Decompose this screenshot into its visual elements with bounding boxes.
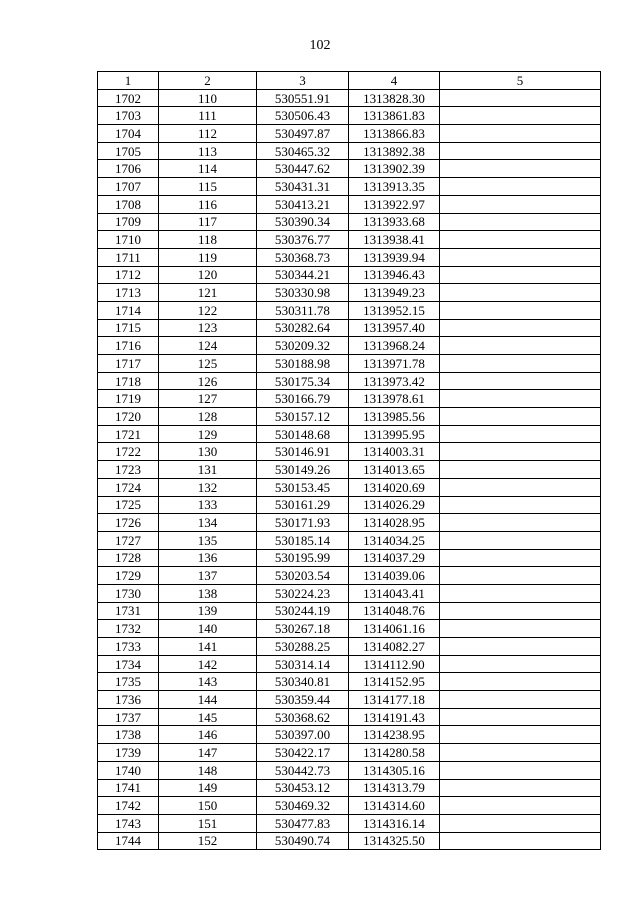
table-cell-col-4: 1314020.69 xyxy=(349,478,440,496)
table-cell-col-1: 1702 xyxy=(98,89,159,107)
table-cell-col-4: 1314061.16 xyxy=(349,620,440,638)
table-row xyxy=(98,425,601,443)
page-number: 102 xyxy=(309,38,331,53)
table-cell-col-4: 1313973.42 xyxy=(349,372,440,390)
table-cell-col-4: 1313985.56 xyxy=(349,408,440,426)
table-row xyxy=(98,355,601,373)
table-cell-col-4: 1314082.27 xyxy=(349,638,440,656)
table-cell-col-3: 530368.73 xyxy=(257,248,349,266)
table-cell-col-3: 530157.12 xyxy=(257,408,349,426)
table-cell-col-1: 1708 xyxy=(98,195,159,213)
table-cell-col-3: 530244.19 xyxy=(257,602,349,620)
table-cell-col-1: 1731 xyxy=(98,602,159,620)
table-cell-col-4: 1313861.83 xyxy=(349,107,440,125)
table-row xyxy=(98,319,601,337)
table-cell-col-3: 530149.26 xyxy=(257,461,349,479)
table-row xyxy=(98,779,601,797)
table-cell-col-4: 1313866.83 xyxy=(349,125,440,143)
table-cell-col-1: 1737 xyxy=(98,708,159,726)
table-cell-col-1: 1742 xyxy=(98,797,159,815)
table-cell-col-3: 530442.73 xyxy=(257,761,349,779)
table-cell-col-1: 1727 xyxy=(98,531,159,549)
table-cell-col-2: 152 xyxy=(159,832,257,850)
table-cell-col-3: 530497.87 xyxy=(257,125,349,143)
table-cell-col-1: 1726 xyxy=(98,514,159,532)
table-cell-col-1: 1723 xyxy=(98,461,159,479)
table-cell-col-4: 1313939.94 xyxy=(349,248,440,266)
table-cell-col-3: 530288.25 xyxy=(257,638,349,656)
table-cell-col-3: 530153.45 xyxy=(257,478,349,496)
table-cell-col-5 xyxy=(440,691,601,709)
table-cell-col-3: 530551.91 xyxy=(257,89,349,107)
table-cell-col-3: 530224.23 xyxy=(257,584,349,602)
table-cell-col-4: 1313949.23 xyxy=(349,284,440,302)
table-cell-col-2: 137 xyxy=(159,567,257,585)
table-cell-col-1: 1743 xyxy=(98,814,159,832)
table-cell-col-3: 530344.21 xyxy=(257,266,349,284)
table-cell-col-4: 1314112.90 xyxy=(349,655,440,673)
column-header-5: 5 xyxy=(440,72,601,90)
table-cell-col-2: 119 xyxy=(159,248,257,266)
table-cell-col-1: 1703 xyxy=(98,107,159,125)
table-cell-col-4: 1313892.38 xyxy=(349,142,440,160)
table-cell-col-4: 1313828.30 xyxy=(349,89,440,107)
table-cell-col-3: 530490.74 xyxy=(257,832,349,850)
table-row xyxy=(98,231,601,249)
table-cell-col-3: 530166.79 xyxy=(257,390,349,408)
table-row xyxy=(98,832,601,850)
table-cell-col-5 xyxy=(440,337,601,355)
table-cell-col-4: 1313957.40 xyxy=(349,319,440,337)
table-cell-col-5 xyxy=(440,355,601,373)
table-cell-col-4: 1313995.95 xyxy=(349,425,440,443)
table-cell-col-4: 1313952.15 xyxy=(349,301,440,319)
table-cell-col-5 xyxy=(440,266,601,284)
table-row xyxy=(98,178,601,196)
table-cell-col-2: 114 xyxy=(159,160,257,178)
table-cell-col-5 xyxy=(440,726,601,744)
column-header-3: 3 xyxy=(257,72,349,90)
table-cell-col-5 xyxy=(440,213,601,231)
table-cell-col-4: 1314043.41 xyxy=(349,584,440,602)
column-header-1: 1 xyxy=(98,72,159,90)
table-cell-col-2: 122 xyxy=(159,301,257,319)
table-row xyxy=(98,266,601,284)
table-cell-col-3: 530195.99 xyxy=(257,549,349,567)
table-cell-col-4: 1314191.43 xyxy=(349,708,440,726)
table-cell-col-2: 131 xyxy=(159,461,257,479)
table-cell-col-4: 1314238.95 xyxy=(349,726,440,744)
table-cell-col-5 xyxy=(440,779,601,797)
table-cell-col-5 xyxy=(440,89,601,107)
table-cell-col-2: 128 xyxy=(159,408,257,426)
table-cell-col-2: 136 xyxy=(159,549,257,567)
table-cell-col-5 xyxy=(440,372,601,390)
table-cell-col-4: 1313971.78 xyxy=(349,355,440,373)
table-row xyxy=(98,726,601,744)
table-row xyxy=(98,107,601,125)
table-cell-col-3: 530431.31 xyxy=(257,178,349,196)
table-cell-col-2: 149 xyxy=(159,779,257,797)
table-cell-col-3: 530477.83 xyxy=(257,814,349,832)
table-cell-col-5 xyxy=(440,195,601,213)
table-cell-col-4: 1314316.14 xyxy=(349,814,440,832)
table-cell-col-2: 118 xyxy=(159,231,257,249)
table-cell-col-3: 530282.64 xyxy=(257,319,349,337)
table-cell-col-2: 135 xyxy=(159,531,257,549)
table-cell-col-3: 530359.44 xyxy=(257,691,349,709)
table-cell-col-5 xyxy=(440,708,601,726)
table-row xyxy=(98,284,601,302)
table-cell-col-4: 1314280.58 xyxy=(349,744,440,762)
table-cell-col-1: 1704 xyxy=(98,125,159,143)
table-cell-col-1: 1740 xyxy=(98,761,159,779)
table-cell-col-2: 126 xyxy=(159,372,257,390)
table-cell-col-2: 111 xyxy=(159,107,257,125)
table-row xyxy=(98,691,601,709)
table-row xyxy=(98,673,601,691)
table-cell-col-3: 530422.17 xyxy=(257,744,349,762)
table-row xyxy=(98,301,601,319)
column-header-2: 2 xyxy=(159,72,257,90)
table-row xyxy=(98,584,601,602)
table-cell-col-5 xyxy=(440,549,601,567)
table-cell-col-5 xyxy=(440,443,601,461)
table-cell-col-5 xyxy=(440,496,601,514)
table-cell-col-2: 127 xyxy=(159,390,257,408)
table-row xyxy=(98,567,601,585)
table-row xyxy=(98,478,601,496)
table-cell-col-1: 1734 xyxy=(98,655,159,673)
table-cell-col-1: 1717 xyxy=(98,355,159,373)
table-cell-col-5 xyxy=(440,761,601,779)
table-cell-col-1: 1718 xyxy=(98,372,159,390)
table-cell-col-3: 530161.29 xyxy=(257,496,349,514)
table-cell-col-4: 1314026.29 xyxy=(349,496,440,514)
table-cell-col-2: 133 xyxy=(159,496,257,514)
table-row xyxy=(98,761,601,779)
table-cell-col-1: 1744 xyxy=(98,832,159,850)
table-cell-col-4: 1313933.68 xyxy=(349,213,440,231)
table-cell-col-2: 121 xyxy=(159,284,257,302)
table-cell-col-1: 1724 xyxy=(98,478,159,496)
table-cell-col-2: 120 xyxy=(159,266,257,284)
table-row xyxy=(98,372,601,390)
table-cell-col-4: 1314325.50 xyxy=(349,832,440,850)
table-row xyxy=(98,531,601,549)
table-cell-col-1: 1729 xyxy=(98,567,159,585)
table-cell-col-5 xyxy=(440,142,601,160)
table-row xyxy=(98,602,601,620)
table-cell-col-3: 530175.34 xyxy=(257,372,349,390)
table-cell-col-4: 1314177.18 xyxy=(349,691,440,709)
table-cell-col-3: 530267.18 xyxy=(257,620,349,638)
table-cell-col-4: 1314048.76 xyxy=(349,602,440,620)
table-cell-col-5 xyxy=(440,602,601,620)
table-cell-col-1: 1716 xyxy=(98,337,159,355)
table-cell-col-2: 141 xyxy=(159,638,257,656)
table-cell-col-4: 1313938.41 xyxy=(349,231,440,249)
table-cell-col-1: 1712 xyxy=(98,266,159,284)
table-row xyxy=(98,708,601,726)
table-cell-col-1: 1719 xyxy=(98,390,159,408)
table-cell-col-5 xyxy=(440,531,601,549)
table-cell-col-5 xyxy=(440,390,601,408)
table-cell-col-2: 125 xyxy=(159,355,257,373)
table-cell-col-2: 123 xyxy=(159,319,257,337)
table-cell-col-4: 1314028.95 xyxy=(349,514,440,532)
table-cell-col-4: 1313968.24 xyxy=(349,337,440,355)
table-row xyxy=(98,248,601,266)
table-cell-col-1: 1713 xyxy=(98,284,159,302)
table-row xyxy=(98,461,601,479)
table-cell-col-2: 113 xyxy=(159,142,257,160)
table-cell-col-1: 1736 xyxy=(98,691,159,709)
table-row xyxy=(98,496,601,514)
table-cell-col-2: 143 xyxy=(159,673,257,691)
table-cell-col-1: 1706 xyxy=(98,160,159,178)
table-cell-col-4: 1314003.31 xyxy=(349,443,440,461)
table-cell-col-2: 138 xyxy=(159,584,257,602)
table-cell-col-4: 1313922.97 xyxy=(349,195,440,213)
table-cell-col-1: 1714 xyxy=(98,301,159,319)
table-cell-col-1: 1732 xyxy=(98,620,159,638)
table-cell-col-3: 530330.98 xyxy=(257,284,349,302)
table-cell-col-3: 530311.78 xyxy=(257,301,349,319)
table-cell-col-1: 1720 xyxy=(98,408,159,426)
table-row xyxy=(98,408,601,426)
table-cell-col-5 xyxy=(440,301,601,319)
table-cell-col-3: 530465.32 xyxy=(257,142,349,160)
table-cell-col-1: 1738 xyxy=(98,726,159,744)
table-cell-col-2: 124 xyxy=(159,337,257,355)
table-cell-col-3: 530171.93 xyxy=(257,514,349,532)
table-cell-col-3: 530146.91 xyxy=(257,443,349,461)
table-cell-col-3: 530413.21 xyxy=(257,195,349,213)
table-cell-col-5 xyxy=(440,248,601,266)
table-cell-col-4: 1313978.61 xyxy=(349,390,440,408)
table-cell-col-5 xyxy=(440,744,601,762)
table-cell-col-2: 117 xyxy=(159,213,257,231)
table-row xyxy=(98,655,601,673)
table-cell-col-1: 1722 xyxy=(98,443,159,461)
table-cell-col-5 xyxy=(440,655,601,673)
table-cell-col-1: 1715 xyxy=(98,319,159,337)
table-cell-col-2: 134 xyxy=(159,514,257,532)
table-cell-col-1: 1710 xyxy=(98,231,159,249)
table-cell-col-4: 1314039.06 xyxy=(349,567,440,585)
table-cell-col-4: 1314034.25 xyxy=(349,531,440,549)
table-cell-col-3: 530376.77 xyxy=(257,231,349,249)
coordinates-table xyxy=(97,71,601,850)
table-row xyxy=(98,744,601,762)
table-cell-col-5 xyxy=(440,620,601,638)
table-row xyxy=(98,514,601,532)
table-body xyxy=(98,89,601,850)
table-cell-col-2: 129 xyxy=(159,425,257,443)
table-cell-col-5 xyxy=(440,832,601,850)
table-cell-col-2: 112 xyxy=(159,125,257,143)
table-cell-col-3: 530188.98 xyxy=(257,355,349,373)
table-row xyxy=(98,638,601,656)
table-row xyxy=(98,814,601,832)
table-cell-col-1: 1721 xyxy=(98,425,159,443)
table-cell-col-4: 1314152.95 xyxy=(349,673,440,691)
table-cell-col-3: 530453.12 xyxy=(257,779,349,797)
table-cell-col-3: 530447.62 xyxy=(257,160,349,178)
table-cell-col-2: 139 xyxy=(159,602,257,620)
table-row xyxy=(98,142,601,160)
table-cell-col-3: 530185.14 xyxy=(257,531,349,549)
table-cell-col-1: 1711 xyxy=(98,248,159,266)
table-cell-col-5 xyxy=(440,478,601,496)
table-cell-col-1: 1733 xyxy=(98,638,159,656)
table-cell-col-1: 1735 xyxy=(98,673,159,691)
table-cell-col-2: 116 xyxy=(159,195,257,213)
table-row xyxy=(98,549,601,567)
table-cell-col-5 xyxy=(440,514,601,532)
table-cell-col-5 xyxy=(440,797,601,815)
table-cell-col-2: 151 xyxy=(159,814,257,832)
table-cell-col-2: 146 xyxy=(159,726,257,744)
table-cell-col-3: 530368.62 xyxy=(257,708,349,726)
table-cell-col-4: 1314314.60 xyxy=(349,797,440,815)
table-row xyxy=(98,195,601,213)
table-cell-col-1: 1705 xyxy=(98,142,159,160)
table-cell-col-2: 130 xyxy=(159,443,257,461)
table-cell-col-5 xyxy=(440,125,601,143)
table-cell-col-2: 132 xyxy=(159,478,257,496)
table-cell-col-1: 1739 xyxy=(98,744,159,762)
table-cell-col-5 xyxy=(440,814,601,832)
table-cell-col-5 xyxy=(440,160,601,178)
table-row xyxy=(98,125,601,143)
table-cell-col-3: 530506.43 xyxy=(257,107,349,125)
table-cell-col-4: 1314037.29 xyxy=(349,549,440,567)
table-cell-col-1: 1741 xyxy=(98,779,159,797)
table-cell-col-1: 1707 xyxy=(98,178,159,196)
table-cell-col-2: 115 xyxy=(159,178,257,196)
table-row xyxy=(98,443,601,461)
table-cell-col-2: 140 xyxy=(159,620,257,638)
table-cell-col-1: 1725 xyxy=(98,496,159,514)
table-row xyxy=(98,89,601,107)
table-cell-col-5 xyxy=(440,231,601,249)
table-cell-col-2: 144 xyxy=(159,691,257,709)
table-cell-col-2: 148 xyxy=(159,761,257,779)
table-cell-col-1: 1709 xyxy=(98,213,159,231)
table-cell-col-1: 1728 xyxy=(98,549,159,567)
table-cell-col-5 xyxy=(440,584,601,602)
table-cell-col-2: 145 xyxy=(159,708,257,726)
table-header-row xyxy=(98,72,601,90)
table-cell-col-5 xyxy=(440,567,601,585)
column-header-4: 4 xyxy=(349,72,440,90)
table-cell-col-3: 530314.14 xyxy=(257,655,349,673)
table-cell-col-4: 1313946.43 xyxy=(349,266,440,284)
table-cell-col-2: 142 xyxy=(159,655,257,673)
table-row xyxy=(98,160,601,178)
table-cell-col-3: 530209.32 xyxy=(257,337,349,355)
table-cell-col-3: 530148.68 xyxy=(257,425,349,443)
table-cell-col-5 xyxy=(440,408,601,426)
table-row xyxy=(98,390,601,408)
table-cell-col-4: 1314305.16 xyxy=(349,761,440,779)
table-cell-col-4: 1313913.35 xyxy=(349,178,440,196)
table-cell-col-5 xyxy=(440,673,601,691)
table-cell-col-1: 1730 xyxy=(98,584,159,602)
table-cell-col-2: 147 xyxy=(159,744,257,762)
table-cell-col-5 xyxy=(440,319,601,337)
table-cell-col-5 xyxy=(440,461,601,479)
table-cell-col-4: 1313902.39 xyxy=(349,160,440,178)
table-row xyxy=(98,797,601,815)
table-cell-col-4: 1314013.65 xyxy=(349,461,440,479)
table-row xyxy=(98,213,601,231)
table-cell-col-2: 110 xyxy=(159,89,257,107)
table-row xyxy=(98,337,601,355)
table-cell-col-3: 530469.32 xyxy=(257,797,349,815)
table-cell-col-3: 530390.34 xyxy=(257,213,349,231)
table-row xyxy=(98,620,601,638)
table-cell-col-5 xyxy=(440,107,601,125)
table-cell-col-3: 530203.54 xyxy=(257,567,349,585)
table-cell-col-2: 150 xyxy=(159,797,257,815)
table-cell-col-3: 530397.00 xyxy=(257,726,349,744)
table-cell-col-3: 530340.81 xyxy=(257,673,349,691)
table-cell-col-5 xyxy=(440,284,601,302)
table-cell-col-5 xyxy=(440,425,601,443)
table-cell-col-4: 1314313.79 xyxy=(349,779,440,797)
table-cell-col-5 xyxy=(440,638,601,656)
table-cell-col-5 xyxy=(440,178,601,196)
